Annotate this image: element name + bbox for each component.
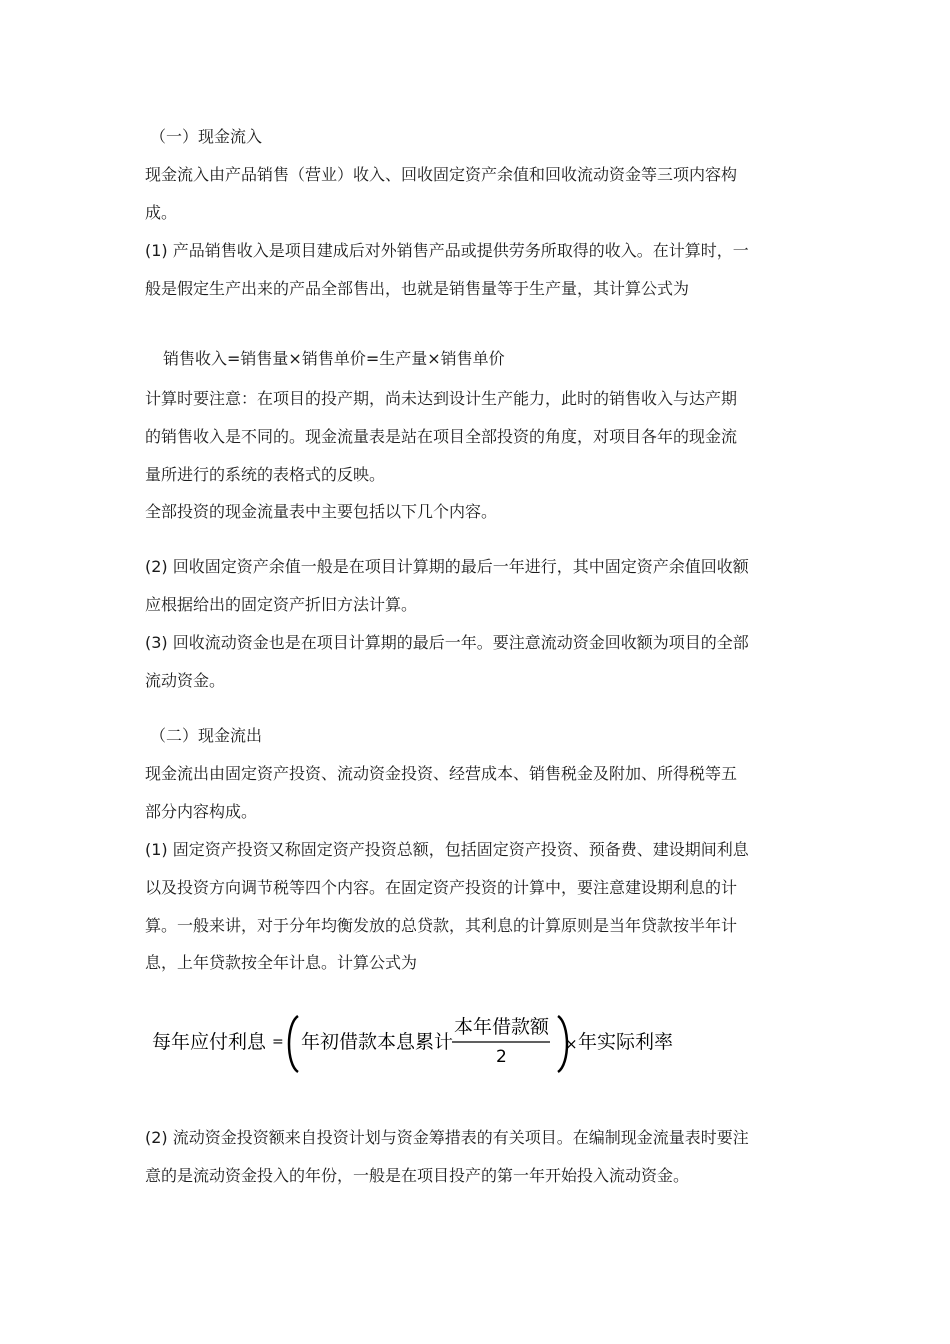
formula-equals: = <box>272 1034 284 1050</box>
paragraph-line: 般是假定生产出来的产品全部售出，也就是销售量等于生产量，其计算公式为 <box>145 279 690 298</box>
paragraph-line: 成。 <box>145 203 178 222</box>
paragraph-line: 部分内容构成。 <box>145 802 258 821</box>
paragraph-line: (1) 固定资产投资又称固定资产投资总额，包括固定资产投资、预备费、建设期间利息 <box>145 840 749 859</box>
sales-revenue-formula: 销售收入=销售量×销售单价=生产量×销售单价 <box>163 349 505 368</box>
paragraph-line: (3) 回收流动资金也是在项目计算期的最后一年。要注意流动资金回收额为项目的全部 <box>145 633 749 652</box>
paragraph-line: 现金流入由产品销售（营业）收入、回收固定资产余值和回收流动资金等三项内容构 <box>145 165 738 184</box>
paragraph-line: (2) 回收固定资产余值一般是在项目计算期的最后一年进行，其中固定资产余值回收额 <box>145 557 749 576</box>
paragraph-line: 现金流出由固定资产投资、流动资金投资、经营成本、销售税金及附加、所得税等五 <box>145 764 738 783</box>
formula-rhs: 年实际利率 <box>578 1031 674 1053</box>
paragraph-line: 息，上年贷款按全年计息。计算公式为 <box>145 953 418 972</box>
paragraph-line: (1) 产品销售收入是项目建成后对外销售产品或提供劳务所取得的收入。在计算时，一 <box>145 241 749 260</box>
paragraph-line: 应根据给出的固定资产折旧方法计算。 <box>145 595 418 614</box>
formula-lhs: 每年应付利息 <box>152 1031 267 1053</box>
paragraph-line: 的销售收入是不同的。现金流量表是站在项目全部投资的角度，对项目各年的现金流 <box>145 427 738 446</box>
paragraph-line: (2) 流动资金投资额来自投资计划与资金筹措表的有关项目。在编制现金流量表时要注 <box>145 1128 749 1147</box>
left-paren-icon <box>289 1016 298 1072</box>
paragraph-line: 全部投资的现金流量表中主要包括以下几个内容。 <box>145 502 498 521</box>
paragraph-line: 算。一般来讲，对于分年均衡发放的总贷款，其利息的计算原则是当年贷款按半年计 <box>145 916 738 935</box>
paragraph-line: 意的是流动资金投入的年份，一般是在项目投产的第一年开始投入流动资金。 <box>145 1166 690 1185</box>
paragraph-line: 流动资金。 <box>145 671 226 690</box>
paragraph-line: 量所进行的系统的表格式的反映。 <box>145 465 386 484</box>
interest-formula <box>148 1010 688 1076</box>
formula-numerator: 本年借款额 <box>454 1016 550 1038</box>
paragraph-line: 计算时要注意：在项目的投产期，尚未达到设计生产能力，此时的销售收入与达产期 <box>145 389 738 408</box>
section1-heading: （一）现金流入 <box>150 127 263 146</box>
formula-denominator: 2 <box>496 1047 507 1067</box>
paragraph-line: 以及投资方向调节税等四个内容。在固定资产投资的计算中，要注意建设期利息的计 <box>145 878 738 897</box>
formula-term1: 年初借款本息累计 <box>301 1031 454 1053</box>
formula-times: × <box>565 1035 578 1053</box>
section2-heading: （二）现金流出 <box>150 726 263 745</box>
